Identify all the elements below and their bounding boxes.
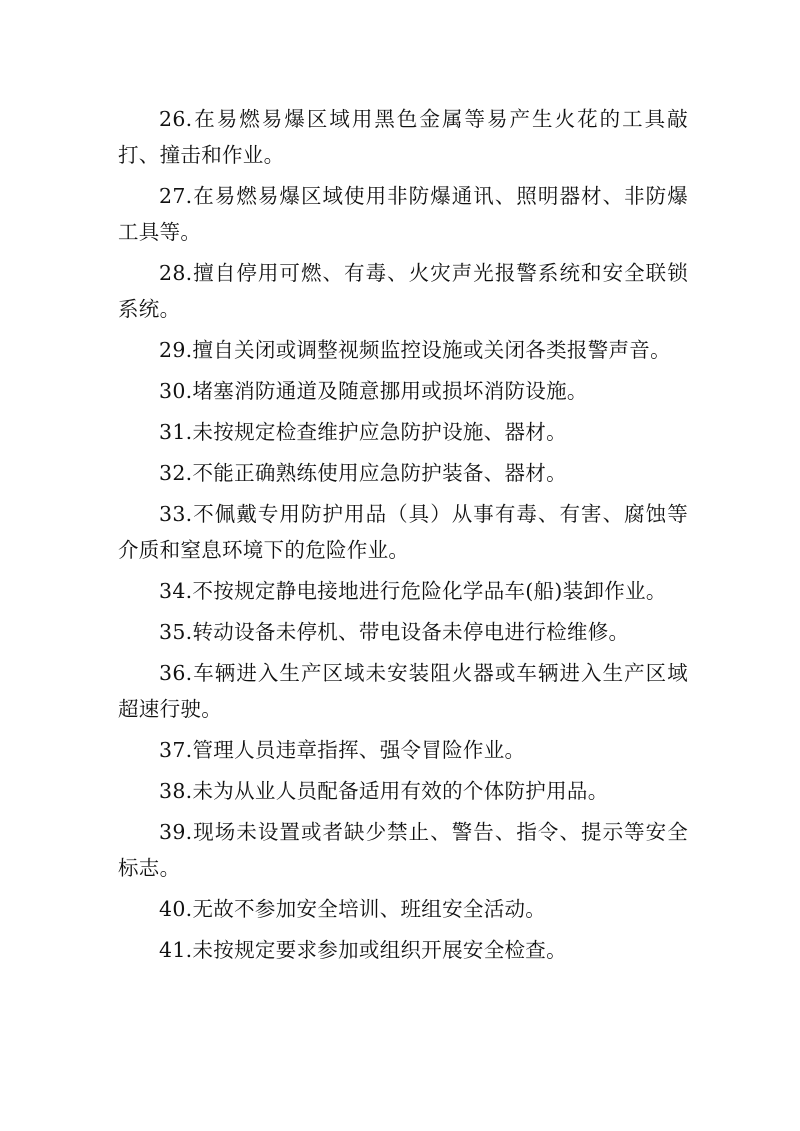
list-item-31: 31.未按规定检查维护应急防护设施、器材。	[159, 420, 567, 444]
list-item-35: 35.转动设备未停机、带电设备未停电进行检维修。	[159, 620, 630, 644]
list-item-36: 36.车辆进入生产区域未安装阻火器或车辆进入生产区域超速行驶。	[118, 661, 688, 721]
list-item-34: 34.不按规定静电接地进行危险化学品车(船)装卸作业。	[159, 579, 667, 603]
list-item-37: 37.管理人员违章指挥、强令冒险作业。	[159, 738, 526, 762]
list-item-41: 41.未按规定要求参加或组织开展安全检查。	[159, 938, 567, 962]
list-item-38: 38.未为从业人员配备适用有效的个体防护用品。	[159, 779, 609, 803]
list-item-29: 29.擅自关闭或调整视频监控设施或关闭各类报警声音。	[159, 338, 671, 362]
list-item-33: 33.不佩戴专用防护用品（具）从事有毒、有害、腐蚀等介质和窒息环境下的危险作业。	[118, 502, 688, 562]
list-item-26: 26.在易燃易爆区域用黑色金属等易产生火花的工具敲打、撞击和作业。	[118, 107, 688, 167]
list-item-28: 28.擅自停用可燃、有毒、火灾声光报警系统和安全联锁系统。	[118, 261, 688, 321]
list-item-32: 32.不能正确熟练使用应急防护装备、器材。	[159, 461, 567, 485]
list-item-39: 39.现场未设置或者缺少禁止、警告、指令、提示等安全标志。	[118, 820, 688, 880]
list-item-30: 30.堵塞消防通道及随意挪用或损坏消防设施。	[159, 379, 588, 403]
list-item-40: 40.无故不参加安全培训、班组安全活动。	[159, 897, 547, 921]
list-item-27: 27.在易燃易爆区域使用非防爆通讯、照明器材、非防爆工具等。	[118, 184, 688, 244]
document-body	[118, 101, 688, 973]
